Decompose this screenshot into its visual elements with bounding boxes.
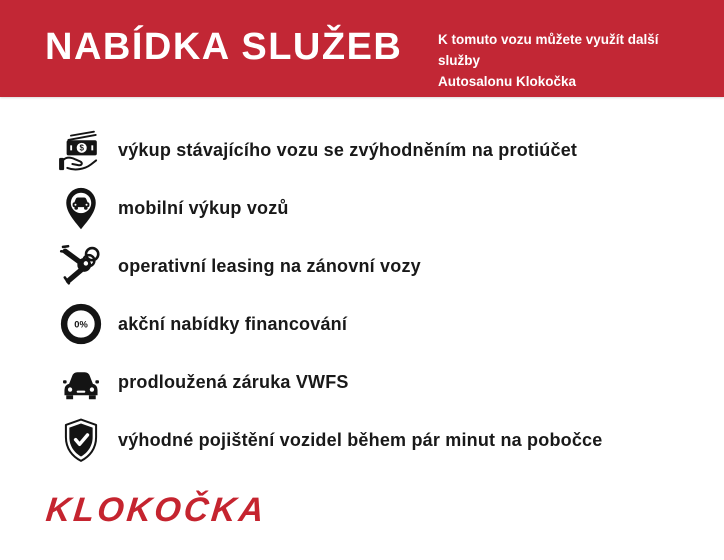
- service-row: [57, 243, 697, 289]
- service-label: mobilní výkup vozů: [118, 197, 289, 218]
- svg-text:$: $: [79, 143, 84, 153]
- shield-check-icon: [57, 417, 105, 463]
- service-label: operativní leasing na zánovní vozy: [118, 255, 421, 276]
- zero-percent-icon: [57, 301, 105, 347]
- header-subtitle-line2: Autosalonu Klokočka: [438, 74, 577, 89]
- zero-percent-label: 0%: [74, 319, 88, 330]
- services-list: [57, 127, 697, 475]
- header-subtitle-line1: K tomuto vozu můžete využít další služby: [438, 32, 659, 68]
- service-row: [57, 301, 697, 347]
- service-row: [57, 127, 697, 173]
- service-label: výkup stávajícího vozu se zvýhodněním na protiúčet: [118, 139, 578, 160]
- car-location-pin-icon: [57, 185, 105, 231]
- car-front-icon: [57, 359, 105, 405]
- service-row: [57, 417, 697, 463]
- header-banner: [0, 0, 724, 97]
- page-title: NABÍDKA SLUŽEB: [45, 26, 403, 68]
- service-label: prodloužená záruka VWFS: [118, 371, 349, 392]
- service-row: [57, 185, 697, 231]
- service-label: výhodné pojištění vozidel během pár minut na pobočce: [118, 429, 603, 450]
- car-keys-icon: [57, 243, 105, 289]
- cash-in-hand-icon: [57, 127, 105, 173]
- header-subtitle: [438, 29, 698, 92]
- service-label: akční nabídky financování: [118, 313, 348, 334]
- klokocka-logo: KLOKOČKA: [44, 491, 269, 529]
- service-row: [57, 359, 697, 405]
